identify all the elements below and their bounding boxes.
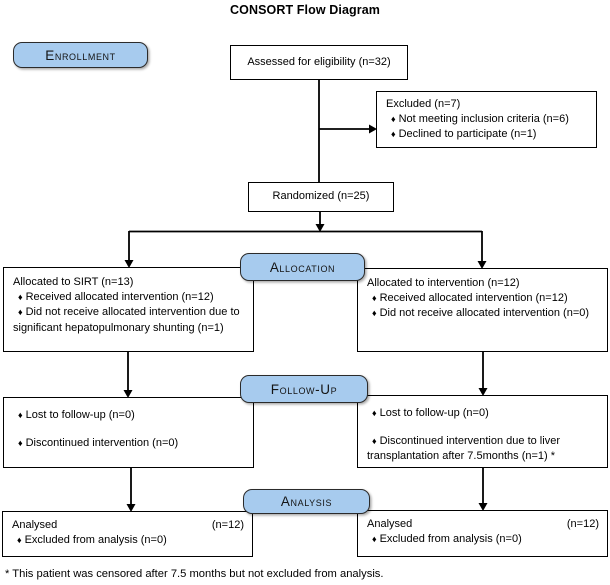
bullet-item: [13, 436, 245, 451]
item-text: Received allocated intervention (n=12): [379, 292, 568, 305]
excluded-box: [376, 91, 597, 148]
bullet-item: [367, 406, 599, 421]
diamond-bullet-icon: ♦: [372, 408, 377, 418]
assessed-text: Assessed for eligibility (n=32): [247, 55, 391, 68]
page-title: CONSORT Flow Diagram: [230, 3, 380, 17]
allocation-stage-pill: [240, 253, 365, 281]
analysis-right-box: [357, 510, 608, 557]
item-text: Lost to follow-up (n=0): [25, 409, 135, 421]
item-text: Not meeting inclusion criteria (n=6): [398, 113, 569, 126]
box-heading: Excluded (n=7): [386, 98, 461, 110]
bullet-item: [13, 408, 245, 423]
diamond-bullet-icon: ♦: [18, 438, 23, 449]
item-text: Discontinued intervention (n=0): [25, 437, 179, 450]
diamond-bullet-icon: ♦: [391, 114, 396, 125]
diamond-bullet-icon: ♦: [18, 292, 23, 303]
randomized-box: [248, 182, 394, 212]
bullet-item: [386, 127, 588, 142]
allocated-intervention-box: [357, 268, 608, 352]
box-heading: Analysed: [12, 519, 58, 531]
bullet-item: [367, 532, 599, 547]
item-text: Did not receive allocated intervention (n=0): [379, 307, 590, 320]
diamond-bullet-icon: ♦: [372, 436, 377, 447]
box-heading: Analysed: [367, 518, 413, 530]
diamond-bullet-icon: ♦: [372, 534, 377, 545]
bullet-item: [12, 533, 244, 548]
analysed-count: (n=12): [566, 518, 599, 530]
bullet-item: [367, 306, 599, 321]
followup-right-box: [357, 395, 608, 468]
footnote: * This patient was censored after 7.5 months but not excluded from analysis.: [5, 568, 384, 580]
enrollment-stage-pill: [13, 42, 148, 68]
diamond-bullet-icon: ♦: [372, 308, 377, 319]
item-text: Did not receive allocated intervention due to significant hepatopulmonary shunting (n=1): [13, 306, 240, 334]
assessed-box: [230, 45, 408, 80]
allocation-stage-label: Allocation: [269, 259, 336, 275]
followup-left-box: [3, 397, 254, 468]
diamond-bullet-icon: ♦: [372, 293, 377, 304]
item-text: Received allocated intervention (n=12): [25, 291, 214, 304]
item-text: Declined to participate (n=1): [398, 128, 537, 141]
box-heading: Allocated to SIRT (n=13): [13, 276, 134, 288]
box-heading: Allocated to intervention (n=12): [367, 277, 520, 289]
followup-stage-label: Follow-Up: [270, 381, 338, 397]
analysis-left-box: [2, 511, 253, 557]
bullet-item: [367, 434, 599, 464]
item-text: Excluded from analysis (n=0): [379, 533, 522, 546]
analysed-count: (n=12): [211, 519, 244, 531]
allocated-sirt-box: [3, 267, 254, 352]
randomized-text: Randomized (n=25): [272, 190, 370, 203]
item-text: Lost to follow-up (n=0): [379, 407, 489, 419]
diamond-bullet-icon: ♦: [17, 535, 22, 546]
bullet-item: [367, 291, 599, 306]
diamond-bullet-icon: ♦: [391, 129, 396, 140]
diamond-bullet-icon: ♦: [18, 307, 23, 318]
analysis-stage-pill: [243, 489, 370, 514]
analysed-row: [367, 517, 599, 532]
item-text: Discontinued intervention due to liver transplantation after 7.5months (n=1) *: [367, 435, 560, 463]
bullet-item: [13, 290, 245, 305]
enrollment-stage-label: Enrollment: [45, 47, 116, 63]
bullet-item: [13, 305, 245, 335]
analysis-stage-label: Analysis: [280, 494, 333, 509]
analysed-row: [12, 518, 244, 533]
bullet-item: [386, 112, 588, 127]
followup-stage-pill: [240, 375, 368, 403]
diamond-bullet-icon: ♦: [18, 410, 23, 420]
item-text: Excluded from analysis (n=0): [24, 534, 167, 547]
